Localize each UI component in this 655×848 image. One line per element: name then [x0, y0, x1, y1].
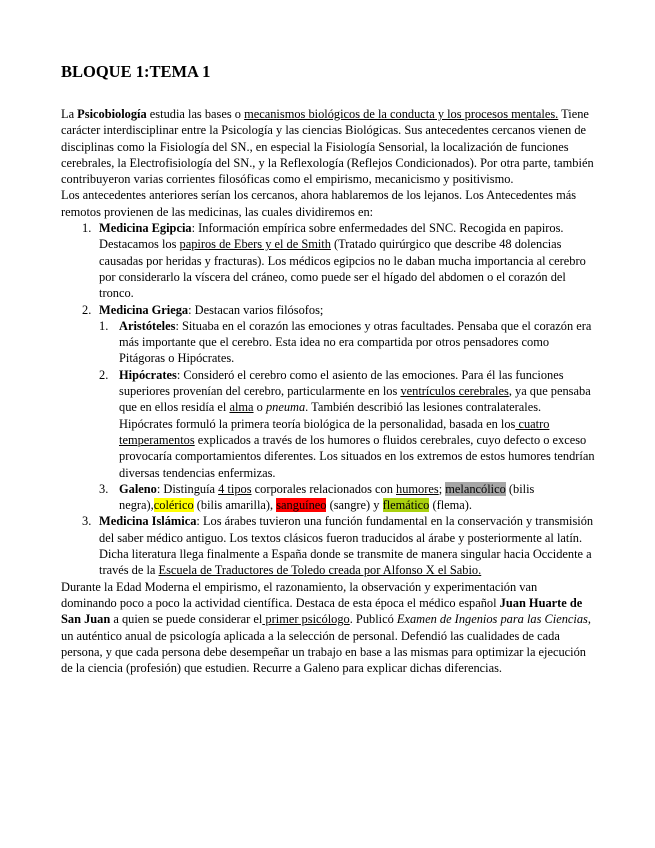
highlight-colerico: colérico: [153, 498, 194, 513]
list-item-hipocrates: 2. Hipócrates: Consideró el cerebro como el asiento de las emociones. Para él las funciones superiores provenían del cerebro, particularmente en los ventrículos cerebrales, ya que pensaba que en ellos residía el alma o pneuma. También describió las lesiones contralaterales. Hipócrates formuló la primera teoría biológica de la personalidad, basada en los cuatro temperamentos explicados a través de los humores o fluidos cerebrales, cuyo defecto o exceso provocaría comportamientos diferentes. Los situados en los extremos de estos humores tendrían diversas tendencias enfermizas.: [99, 367, 595, 480]
name-huarte: Juan Huarte de San Juan: [61, 595, 583, 627]
document-page: [61, 62, 595, 676]
list-item-egipcia: 1. Medicina Egipcia: Información empírica sobre enfermedades del SNC. Recogida en papiros. Destacamos los papiros de Ebers y el de Smith (Tratado quirúrgico que describe 48 dolencias causadas por heridas y fracturas). Los médicos egipcios no le daban mucha importancia al cerebro por considerarlo la víscera del cráneo, como puede ser el hígado del abdomen o el corazón del tronco.: [82, 221, 586, 301]
transition-paragraph: Los antecedentes anteriores serían los cercanos, ahora hablaremos de los lejanos. Los Antecedentes más remotos provienen de las medicinas, las cuales dividiremos en:: [61, 188, 577, 219]
list-item-islamica: 3. Medicina Islámica: Los árabes tuvieron una función fundamental en la conservación y transmisión del saber médico antiguo. Los textos clásicos fueron traducidos al árabe y posteriormente al latín. Dicha literatura llega finalmente a España donde se transmite de manera singular hacia Occidente a través de la Escuela de Traductores de Toledo creada por Alfonso X el Sabio.: [82, 514, 594, 578]
closing-paragraph: Durante la Edad Moderna el empirismo, el razonamiento, la observación y experimentación van dominando poco a poco la actividad científica. Destaca de esta época el médico español Juan Huarte de San Juan a quien se puede considerar el primer psicólogo. Publicó Examen de Ingenios para las Ciencias, un auténtico anual de psicología aplicada a la selección de personal. Defendió las cualidades de cada persona, y que cada persona debe desempeñar un trabajo en base a las mismas para optimizar la ejecución de la ciencia (profesión) que estudien. Recurre a Galeno para explicar dichas diferencias.: [61, 579, 591, 676]
list-item-griega: 2. Medicina Griega: Destacan varios filósofos; 1. Aristóteles: Situaba en el corazón las emociones y otras facultades. Pensaba que el corazón era más importante que el cerebro. Esta idea no era compartida por otros pensadores como Pitágoras o Hipócrates. 2. Hipócrates: Consideró el cerebro como el asiento de las emociones. Para él las funciones superiores provenían del cerebro, particularmente en los ventrículos cerebrales, ya que pensaba que en ellos residía el alma o pneuma. También describió las lesiones contralaterales. Hipócrates formuló la primera teoría biológica de la personalidad, basada en los cuatro temperamentos explicados a través de los humores o fluidos cerebrales, cuyo defecto o exceso provocaría comportamientos diferentes. Los situados en los extremos de estos humores tendrían diversas tendencias enfermizas. 3. Galeno: Distinguía 4 tipos corporales relacionados con humores; melancólico (bilis negra),colérico (bilis amarilla), sanguíneo (sangre) y flemático (flema).: [82, 302, 595, 513]
book-title: Examen de Ingenios para las Ciencias: [396, 612, 588, 627]
medicinas-list: [61, 220, 595, 579]
highlight-flematico: flemático: [382, 498, 430, 513]
intro-paragraph: La Psicobiología estudia las bases o mecanismos biológicos de la conducta y los procesos mentales. Tiene carácter interdisciplinar entre la Psicología y las ciencias Biológicas. Sus antecedentes cercanos vienen de disciplinas como la Fisiología del SN., en especial la Fisiología Sensorial, la localización de funciones cerebrales, la Electrofisiología del SN., y la Reflexología (Reflejos Condicionados). Por otra parte, también contribuyeron varias corrientes filosóficas como el empirismo, mecanicismo y positivismo.: [61, 107, 594, 187]
underlined-mecanismos: mecanismos biológicos de la conducta y los procesos mentales.: [244, 107, 559, 121]
document-title: BLOQUE 1:TEMA 1: [61, 62, 211, 81]
term-psicobiologia: Psicobiología: [77, 107, 147, 121]
list-item-galeno: 3. Galeno: Distinguía 4 tipos corporales relacionados con humores; melancólico (bilis negra),colérico (bilis amarilla), sanguíneo (sangre) y flemático (flema).: [99, 481, 535, 513]
list-item-aristoteles: 1. Aristóteles: Situaba en el corazón las emociones y otras facultades. Pensaba que el corazón era más importante que el cerebro. Esta idea no era compartida por otros pensadores como Pitágoras o Hipócrates.: [99, 318, 592, 366]
filosofos-list: [99, 318, 595, 514]
highlight-sanguineo: sanguíneo: [276, 498, 327, 513]
highlight-melancolico: melancólico: [445, 481, 506, 496]
